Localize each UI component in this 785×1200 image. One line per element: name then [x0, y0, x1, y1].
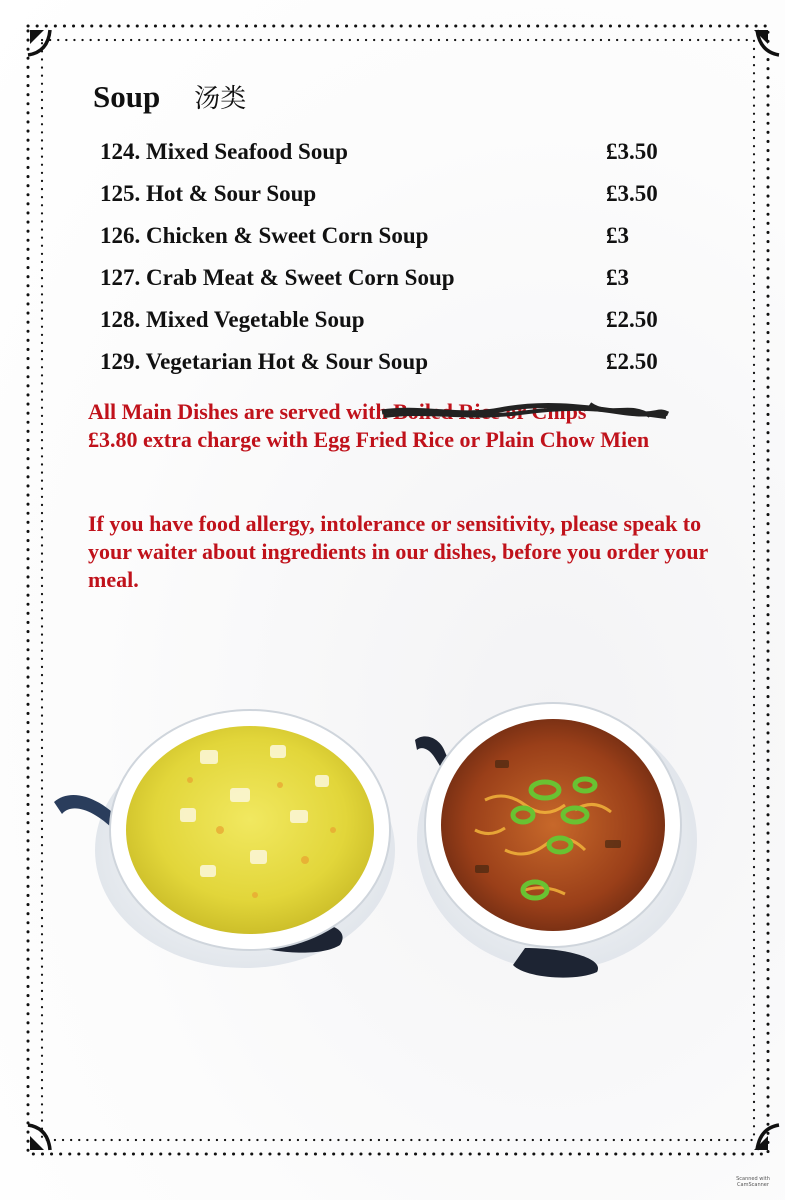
- menu-item-price: £3.50: [606, 139, 658, 164]
- menu-item-price: £3: [606, 223, 629, 248]
- allergy-notice: If you have food allergy, intolerance or sensitivity, please speak to your waiter about ingredients in our dishes, before you order your meal.: [88, 511, 708, 592]
- menu-item: [100, 135, 680, 177]
- menu-item-name: 126. Chicken & Sweet Corn Soup: [100, 223, 429, 248]
- menu-item: [100, 303, 680, 345]
- menu-item-name: 125. Hot & Sour Soup: [100, 181, 317, 206]
- menu-item: [100, 219, 680, 261]
- extra-charge-text: £3.80 extra charge with Egg Fried Rice or Plain Chow Mien: [88, 427, 650, 452]
- scanner-watermark: [728, 1176, 778, 1188]
- menu-item-name: 127. Crab Meat & Sweet Corn Soup: [100, 265, 455, 290]
- menu-item-price: £3: [606, 265, 629, 290]
- menu-item-price: £2.50: [606, 349, 658, 374]
- menu-item: [100, 177, 680, 219]
- menu-item-name: 124. Mixed Seafood Soup: [100, 139, 348, 164]
- section-heading: [93, 78, 246, 115]
- hot-and-sour-soup-photo: [405, 690, 705, 990]
- menu-item: [100, 261, 680, 303]
- watermark-line1: Scanned with: [736, 1176, 770, 1182]
- menu-item: [100, 345, 680, 387]
- section-title-chinese: 汤类: [194, 84, 247, 114]
- menu-item-name: 128. Mixed Vegetable Soup: [100, 307, 365, 332]
- crossed-out-scribble: [380, 398, 670, 426]
- menu-item-price: £2.50: [606, 307, 658, 332]
- menu-item-price: £3.50: [606, 181, 658, 206]
- main-dishes-text: All Main Dishes are served with Boiled Rice or Chips: [88, 399, 587, 424]
- menu-item-name: 129. Vegetarian Hot & Sour Soup: [100, 349, 429, 374]
- chicken-sweet-corn-soup-photo: [50, 690, 400, 980]
- soup-menu-list: [100, 135, 680, 387]
- watermark-line2: CamScanner: [737, 1182, 769, 1188]
- section-title: Soup: [93, 79, 161, 114]
